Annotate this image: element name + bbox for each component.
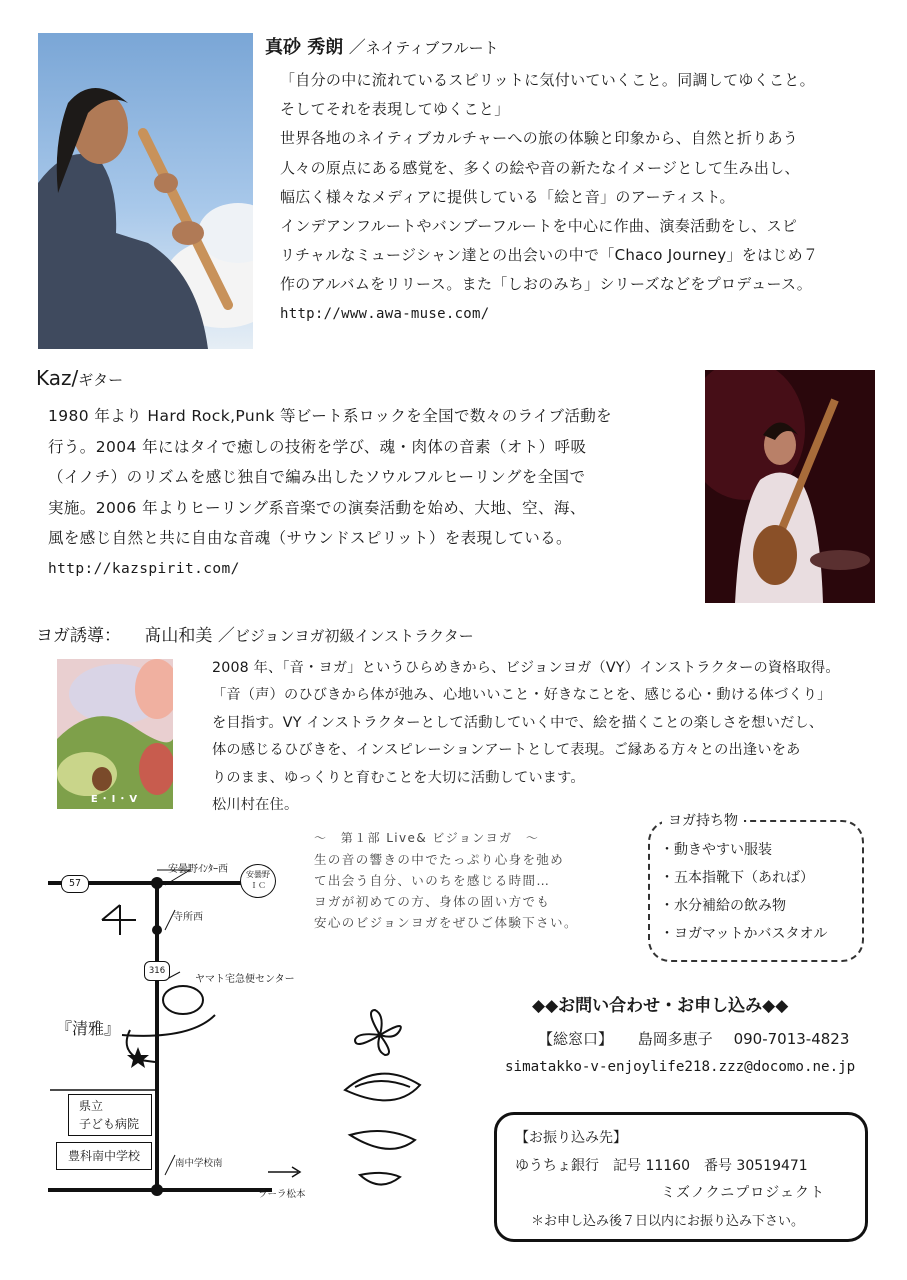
map-ic-line2: ＩＣ: [250, 881, 266, 890]
artwork-caption: E・I・V: [90, 794, 140, 805]
artist1-line: 世界各地のネイティブカルチャーへの旅の体験と印象から、自然と折りあう: [280, 129, 799, 148]
artist3-line: りのまま、ゆっくりと育むことを大切に活動しています。: [212, 769, 585, 786]
belongings-title: ヨガ持ち物: [662, 810, 744, 830]
map-lara: ラーラ松本: [258, 1189, 306, 1200]
artist1-url[interactable]: http://www.awa-muse.com/: [280, 305, 490, 322]
yoga-info: [314, 828, 578, 933]
route-57-label: 57: [68, 878, 82, 889]
artist2-slash: /: [71, 366, 79, 390]
belongings-item: ・五本指靴下（あれば）: [660, 870, 814, 886]
artist3-name: 髙山和美: [144, 626, 213, 646]
map-ic-sign: [240, 864, 276, 898]
yoga-info-line: 安心のビジョンヨガをぜひご体験下さい。: [314, 915, 578, 930]
artist1-line: 幅広く様々なメディアに提供している「絵と音」のアーティスト。: [280, 187, 735, 206]
contact-person: 島岡多恵子: [637, 1030, 713, 1048]
belongings-list: [660, 836, 827, 948]
artist1-line: インデアンフルートやバンブーフルートを中心に作曲、演奏活動をし、スピ: [280, 217, 798, 236]
artist1-line: 「自分の中に流れているスピリットに気付いていくこと。同調してゆくこと。: [280, 71, 815, 89]
payment-box: [494, 1112, 868, 1242]
artist2-photo: [705, 370, 875, 603]
map-terado-west: 寺所西: [173, 912, 203, 923]
artist2-line: （イノチ）のリズムを感じ独自で編み出したソウルフルヒーリングを全国で: [48, 468, 586, 486]
artist1-bio: [280, 66, 818, 329]
artist1-line: 作のアルバムをリリース。また「しおのみち」シリーズなどをプロデュース。: [280, 275, 813, 294]
artist3-heading: [36, 621, 474, 646]
contact-email[interactable]: simatakko-v-enjoylife218.zzz@docomo.ne.jp: [505, 1059, 856, 1075]
belongings-box: [648, 813, 864, 962]
decorative-illustrations: [335, 1005, 430, 1195]
belongings-item: ・ヨガマットかバスタオル: [660, 926, 828, 942]
map-hospital: [68, 1094, 152, 1136]
route-316-sign: [144, 961, 170, 981]
contact-window-label: 【総窓口】: [538, 1030, 614, 1048]
artist3-line: 2008 年、「音・ヨガ」というひらめきから、ビジョンヨガ（VY）インストラクターの資格取得。: [212, 660, 840, 676]
payment-bank: ゆうちょ銀行 記号 11160 番号 30519471: [515, 1158, 808, 1174]
yoga-info-line: 生の音の響きの中でたっぷり心身を弛め: [314, 852, 565, 867]
map-hospital-line2: 子ども病院: [79, 1117, 140, 1131]
artist2-bio: [48, 401, 612, 584]
map-ic-line1: 安曇野: [246, 870, 270, 879]
map-school: [56, 1142, 152, 1170]
route-316-label: 316: [148, 966, 166, 976]
contact-phone[interactable]: 090-7013-4823: [733, 1030, 850, 1048]
map-school-label: 豊科南中学校: [67, 1149, 140, 1163]
contact-heading: ◆◆お問い合わせ・お申し込み◆◆: [532, 996, 789, 1016]
artist1-name: 真砂 秀朗: [265, 37, 344, 58]
artist1-role: ネイティブフルート: [365, 39, 499, 57]
artist2-line: 風を感じ自然と共に自由な音魂（サウンドスピリット）を表現している。: [48, 529, 572, 547]
artist2-role: ギター: [78, 371, 124, 389]
belongings-item: ・水分補給の飲み物: [660, 898, 786, 914]
artist3-label: ヨガ誘導：: [36, 626, 121, 646]
yoga-info-line: ヨガが初めての方、身体の固い方でも: [314, 894, 551, 909]
artist1-slash: ／: [348, 38, 366, 58]
contact-window: [538, 1028, 849, 1049]
artist2-line: 行う。2004 年にはタイで癒しの技術を学び、魂・肉体の音素（オト）呼吸: [48, 437, 587, 456]
artist2-url[interactable]: http://kazspirit.com/: [48, 560, 240, 577]
artist1-line: リチャルなミュージシャン達との出会いの中で「Chaco Journey」をはじめ７: [280, 246, 819, 265]
yoga-info-title: ～ 第１部 Live& ビジョンヨガ ～: [314, 831, 540, 845]
map-venue: 『清雅』: [56, 1019, 121, 1038]
artist2-line: 実施。2006 年よりヒーリング系音楽での演奏活動を始め、大地、空、海、: [48, 498, 586, 517]
yoga-info-line: て出会う自分、いのちを感じる時間…: [314, 873, 551, 888]
map-yamato: ヤマト宅急便センター: [195, 974, 295, 985]
route-57-sign: [61, 875, 89, 893]
artist2-heading: [36, 366, 123, 390]
payment-title: 【お振り込み先】: [515, 1130, 627, 1146]
map-school-south: 南中学校南: [175, 1158, 223, 1169]
map-azumino-west: 安曇野ｲﾝﾀｰ西: [168, 864, 228, 875]
artist1-photo: [38, 33, 253, 349]
artist3-line: 「音（声）のひびきから体が弛み、心地いいこと・好きなことを、感じる心・動ける体づくり」: [212, 687, 832, 704]
artist3-slash: ／: [217, 626, 235, 646]
artist1-line: 人々の原点にある感覚を、多くの絵や音の新たなイメージとして生み出し、: [280, 158, 800, 177]
artist3-line: を目指す。VY インストラクターとして活動していく中で、絵を描くことの楽しさを想いだし、: [212, 714, 824, 731]
belongings-item: ・動きやすい服装: [660, 842, 772, 858]
artist1-heading: [265, 33, 499, 59]
artist3-line: 体の感じるひびきを、インスピレーションアートとして表現。ご縁ある方々との出逢いをあ: [212, 742, 801, 759]
artist3-line: 松川村在住。: [212, 797, 299, 814]
artist3-artwork: [57, 659, 173, 809]
payment-note: ＊お申し込み後７日以内にお振り込み下さい。: [531, 1214, 805, 1229]
map-hospital-line1: 県立: [79, 1099, 104, 1113]
artist3-role: ビジョンヨガ初級インストラクター: [234, 627, 474, 645]
artist2-name: Kaz: [36, 366, 72, 390]
artist1-line: そしてそれを表現してゆくこと」: [280, 100, 510, 119]
payment-account: ミズノクニプロジェクト: [661, 1185, 826, 1201]
access-map: [40, 850, 340, 1210]
artist2-line: 1980 年より Hard Rock,Punk 等ビート系ロックを全国で数々のライブ活動を: [48, 407, 613, 425]
artist3-bio: [212, 655, 840, 819]
